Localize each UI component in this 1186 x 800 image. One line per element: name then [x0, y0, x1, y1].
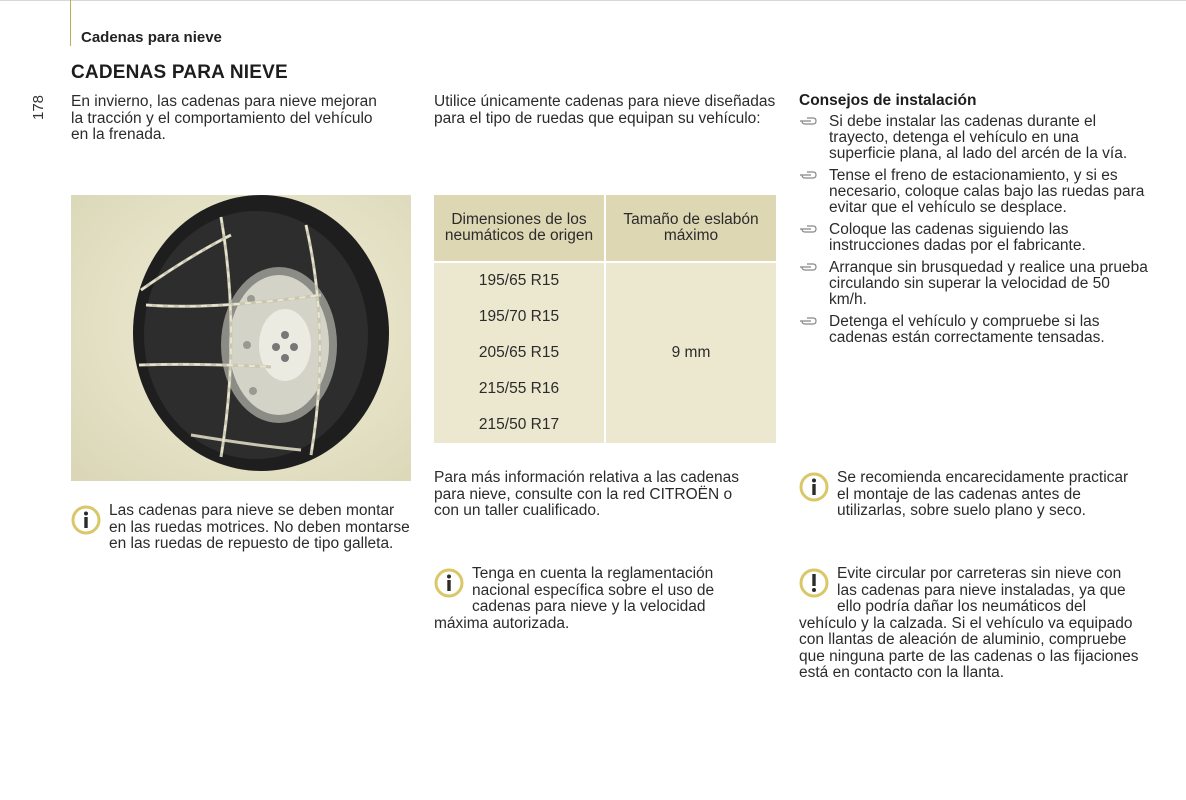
- section-header: Cadenas para nieve: [81, 29, 222, 46]
- intro-text: En invierno, las cadenas para nieve mejoran la tracción y el comportamiento del vehículo en la frenada.: [71, 93, 377, 143]
- page-title: CADENAS PARA NIEVE: [71, 62, 288, 83]
- pointing-hand-icon: [799, 169, 821, 181]
- install-tip: [799, 114, 1149, 162]
- info-icon: [799, 472, 829, 502]
- install-tip: [799, 222, 1149, 254]
- note-drive-wheels-text: Las cadenas para nieve se deben montar en las ruedas motrices. No deben montarse en las ruedas de repuesto de tipo galleta.: [109, 502, 410, 552]
- install-tip-text: Tense el freno de estacionamiento, y si es necesario, coloque calas bajo las ruedas para evitar que el vehículo se desplace.: [829, 167, 1145, 216]
- tire-size-cell: 215/50 R17: [434, 407, 605, 443]
- note-drive-wheels: [71, 503, 411, 553]
- pointing-hand-icon: [799, 223, 821, 235]
- install-tip-text: Detenga el vehículo y compruebe si las cadenas están correctamente tensadas.: [829, 313, 1105, 346]
- section-marker: [70, 0, 71, 46]
- max-link-cell: 9 mm: [605, 262, 776, 443]
- install-tip-text: Coloque las cadenas siguiendo las instrucciones dadas por el fabricante.: [829, 221, 1086, 254]
- warning-icon: [799, 568, 829, 598]
- usage-text: Utilice únicamente cadenas para nieve diseñadas para el tipo de ruedas que equipan su vehículo:: [434, 93, 776, 127]
- table-header-link-size: Tamaño de eslabón máximo: [605, 195, 776, 262]
- install-tip-text: Si debe instalar las cadenas durante el trayecto, detenga el vehículo en una superficie plana, al lado del arcén de la vía.: [829, 113, 1128, 162]
- note-practice: [799, 470, 1144, 520]
- page-number: 178: [30, 94, 47, 120]
- tire-with-chains-icon: [71, 195, 411, 481]
- pointing-hand-icon: [799, 261, 821, 273]
- install-tip-text: Arranque sin brusquedad y realice una prueba circulando sin superar la velocidad de 50 km/h.: [829, 259, 1148, 308]
- note-warning: [799, 566, 1144, 682]
- page-number-wrap: [30, 94, 55, 137]
- info-icon: [434, 568, 464, 598]
- note-warning-text: Evite circular por carreteras sin nieve con las cadenas para nieve instaladas, ya que ello podría dañar los neumáticos del vehículo y la calzada. Si el vehículo va equipado con llantas de aleación de aluminio, compruebe que ninguna parte de las cadenas o las fijaciones está en contacto con la llanta.: [799, 565, 1139, 681]
- info-icon: [71, 505, 101, 535]
- install-tips-list: [799, 114, 1149, 352]
- install-tip: [799, 168, 1149, 216]
- table-row: [434, 262, 776, 299]
- install-tip: [799, 260, 1149, 308]
- tire-size-cell: 195/65 R15: [434, 262, 605, 299]
- more-info-text: Para más información relativa a las cadenas para nieve, consulte con la red CITROËN o con un taller cualificado.: [434, 469, 739, 519]
- chain-size-table: [434, 195, 776, 443]
- tire-size-cell: 215/55 R16: [434, 371, 605, 407]
- top-rule: [0, 0, 1186, 1]
- tire-size-cell: 195/70 R15: [434, 299, 605, 335]
- pointing-hand-icon: [799, 315, 821, 327]
- note-regulation-text: Tenga en cuenta la reglamentación nacional específica sobre el uso de cadenas para nieve y la velocidad máxima autorizada.: [434, 565, 715, 632]
- tire-chain-illustration: [71, 195, 411, 481]
- pointing-hand-icon: [799, 115, 821, 127]
- install-heading: Consejos de instalación: [799, 92, 977, 109]
- install-tip: [799, 314, 1149, 346]
- tire-size-cell: 205/65 R15: [434, 335, 605, 371]
- note-practice-text: Se recomienda encarecidamente practicar el montaje de las cadenas antes de utilizarlas, sobre suelo plano y seco.: [837, 469, 1129, 519]
- note-regulation: [434, 566, 734, 632]
- table-header-dimensions: Dimensiones de los neumáticos de origen: [434, 195, 605, 262]
